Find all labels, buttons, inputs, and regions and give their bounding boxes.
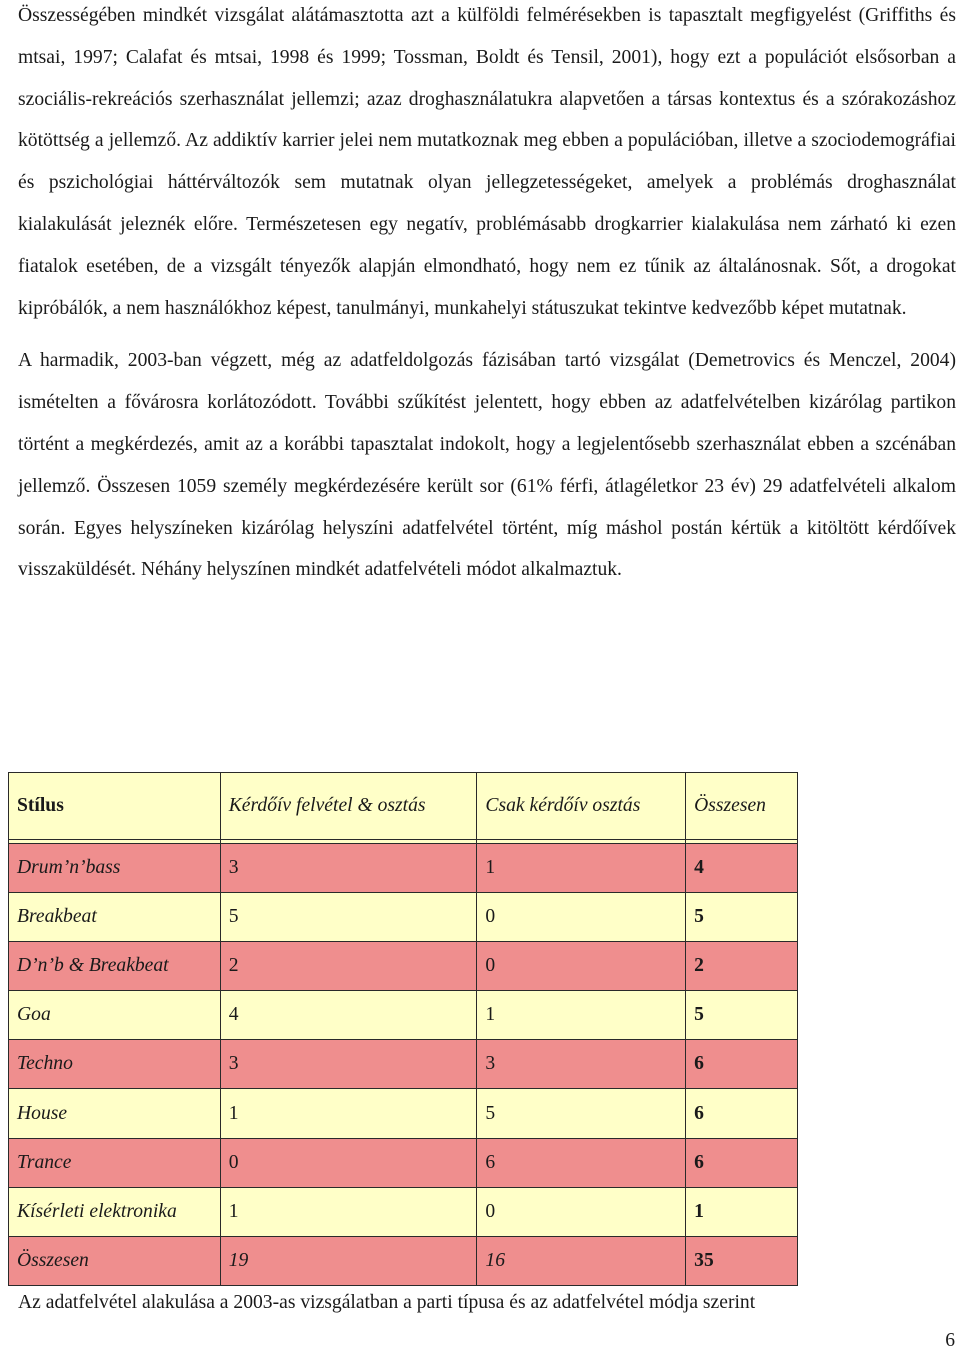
row-survey-and-distribution: 3	[220, 1040, 477, 1089]
header-total: Összesen	[686, 773, 798, 840]
row-survey-and-distribution: 19	[220, 1236, 477, 1285]
row-total: 5	[686, 893, 798, 942]
row-distribution-only: 1	[477, 991, 686, 1040]
party-style-table	[8, 772, 798, 1286]
row-distribution-only: 0	[477, 893, 686, 942]
row-style: Breakbeat	[9, 893, 221, 942]
row-survey-and-distribution: 4	[220, 991, 477, 1040]
table-total-row	[9, 1236, 798, 1285]
row-style: D’n’b & Breakbeat	[9, 942, 221, 991]
row-style: Kísérleti elektronika	[9, 1187, 221, 1236]
table-row	[9, 942, 798, 991]
document-page	[18, 0, 956, 591]
row-total: 35	[686, 1236, 798, 1285]
paragraph-1: Összességében mindkét vizsgálat alátámasztotta azt a külföldi felmérésekben is tapasztalt megfigyelést (Griffiths és mtsai, 1997; Calafat és mtsai, 1998 és 1999; Tossman, Boldt és Tensil, 2001), hogy ezt a populációt elsősorban a szociális-rekreációs szerhasználat jellemzi; azaz droghasználatukra alapvetően a társas kontextus és a szórakozáshoz kötöttség a jellemző. Az addiktív karrier jelei nem mutatkoznak meg ebben a populációban, illetve a szociodemográfiai és pszichológiai háttérváltozók sem mutatnak olyan jellegzetességeket, amelyek a problémás droghasználat kialakulását jeleznék előre. Természetesen egy negatív, problémásabb drogkarrier kialakulása nem zárható ki ezen fiatalok esetében, de a vizsgált tényezők alapján elmondható, hogy nem ez tűnik az általánosnak. Sőt, a drogokat kipróbálók, a nem használókhoz képest, tanulmányi, munkahelyi státuszukat tekintve kedvezőbb képet mutatnak.	[18, 5, 956, 319]
row-style: Goa	[9, 991, 221, 1040]
row-style: House	[9, 1089, 221, 1138]
row-distribution-only: 5	[477, 1089, 686, 1138]
row-style: Drum’n’bass	[9, 844, 221, 893]
row-total: 6	[686, 1040, 798, 1089]
row-survey-and-distribution: 2	[220, 942, 477, 991]
row-survey-and-distribution: 5	[220, 893, 477, 942]
row-total: 6	[686, 1138, 798, 1187]
row-total: 4	[686, 844, 798, 893]
table-caption: Az adatfelvétel alakulása a 2003-as vizsgálatban a parti típusa és az adatfelvétel módja szerint	[18, 1292, 756, 1313]
table-header-row	[9, 773, 798, 840]
row-distribution-only: 16	[477, 1236, 686, 1285]
table-row	[9, 1138, 798, 1187]
row-distribution-only: 1	[477, 844, 686, 893]
row-style: Összesen	[9, 1236, 221, 1285]
page-number: 6	[945, 1330, 955, 1351]
row-style: Techno	[9, 1040, 221, 1089]
row-survey-and-distribution: 0	[220, 1138, 477, 1187]
row-survey-and-distribution: 1	[220, 1187, 477, 1236]
row-style: Trance	[9, 1138, 221, 1187]
table-row	[9, 1089, 798, 1138]
header-distribution-only: Csak kérdőív osztás	[477, 773, 686, 840]
row-distribution-only: 0	[477, 942, 686, 991]
row-distribution-only: 6	[477, 1138, 686, 1187]
table-row	[9, 844, 798, 893]
row-survey-and-distribution: 1	[220, 1089, 477, 1138]
header-survey-and-distribution: Kérdőív felvétel & osztás	[220, 773, 477, 840]
row-total: 5	[686, 991, 798, 1040]
table-row	[9, 991, 798, 1040]
row-distribution-only: 0	[477, 1187, 686, 1236]
row-distribution-only: 3	[477, 1040, 686, 1089]
table-row	[9, 893, 798, 942]
header-style: Stílus	[9, 773, 221, 840]
table-row	[9, 1187, 798, 1236]
paragraph-2: A harmadik, 2003-ban végzett, még az adatfeldolgozás fázisában tartó vizsgálat (Demetrovics és Menczel, 2004) ismételten a fővárosra korlátozódott. További szűkítést jelentett, hogy ebben az adatfelvételben kizárólag partikon történt a megkérdezés, amit az a korábbi tapasztalat indokolt, hogy a legjelentősebb szerhasználat ebben a szcénában jellemző. Összesen 1059 személy megkérdezésére került sor (61% férfi, átlagéletkor 23 év) 29 adatfelvételi alkalom során. Egyes helyszíneken kizárólag helyszíni adatfelvétel történt, míg máshol postán kértük a kitöltött kérdőívek visszaküldését. Néhány helyszínen mindkét adatfelvételi módot alkalmaztuk.	[18, 350, 956, 581]
table-row	[9, 1040, 798, 1089]
row-total: 2	[686, 942, 798, 991]
row-total: 6	[686, 1089, 798, 1138]
row-survey-and-distribution: 3	[220, 844, 477, 893]
row-total: 1	[686, 1187, 798, 1236]
